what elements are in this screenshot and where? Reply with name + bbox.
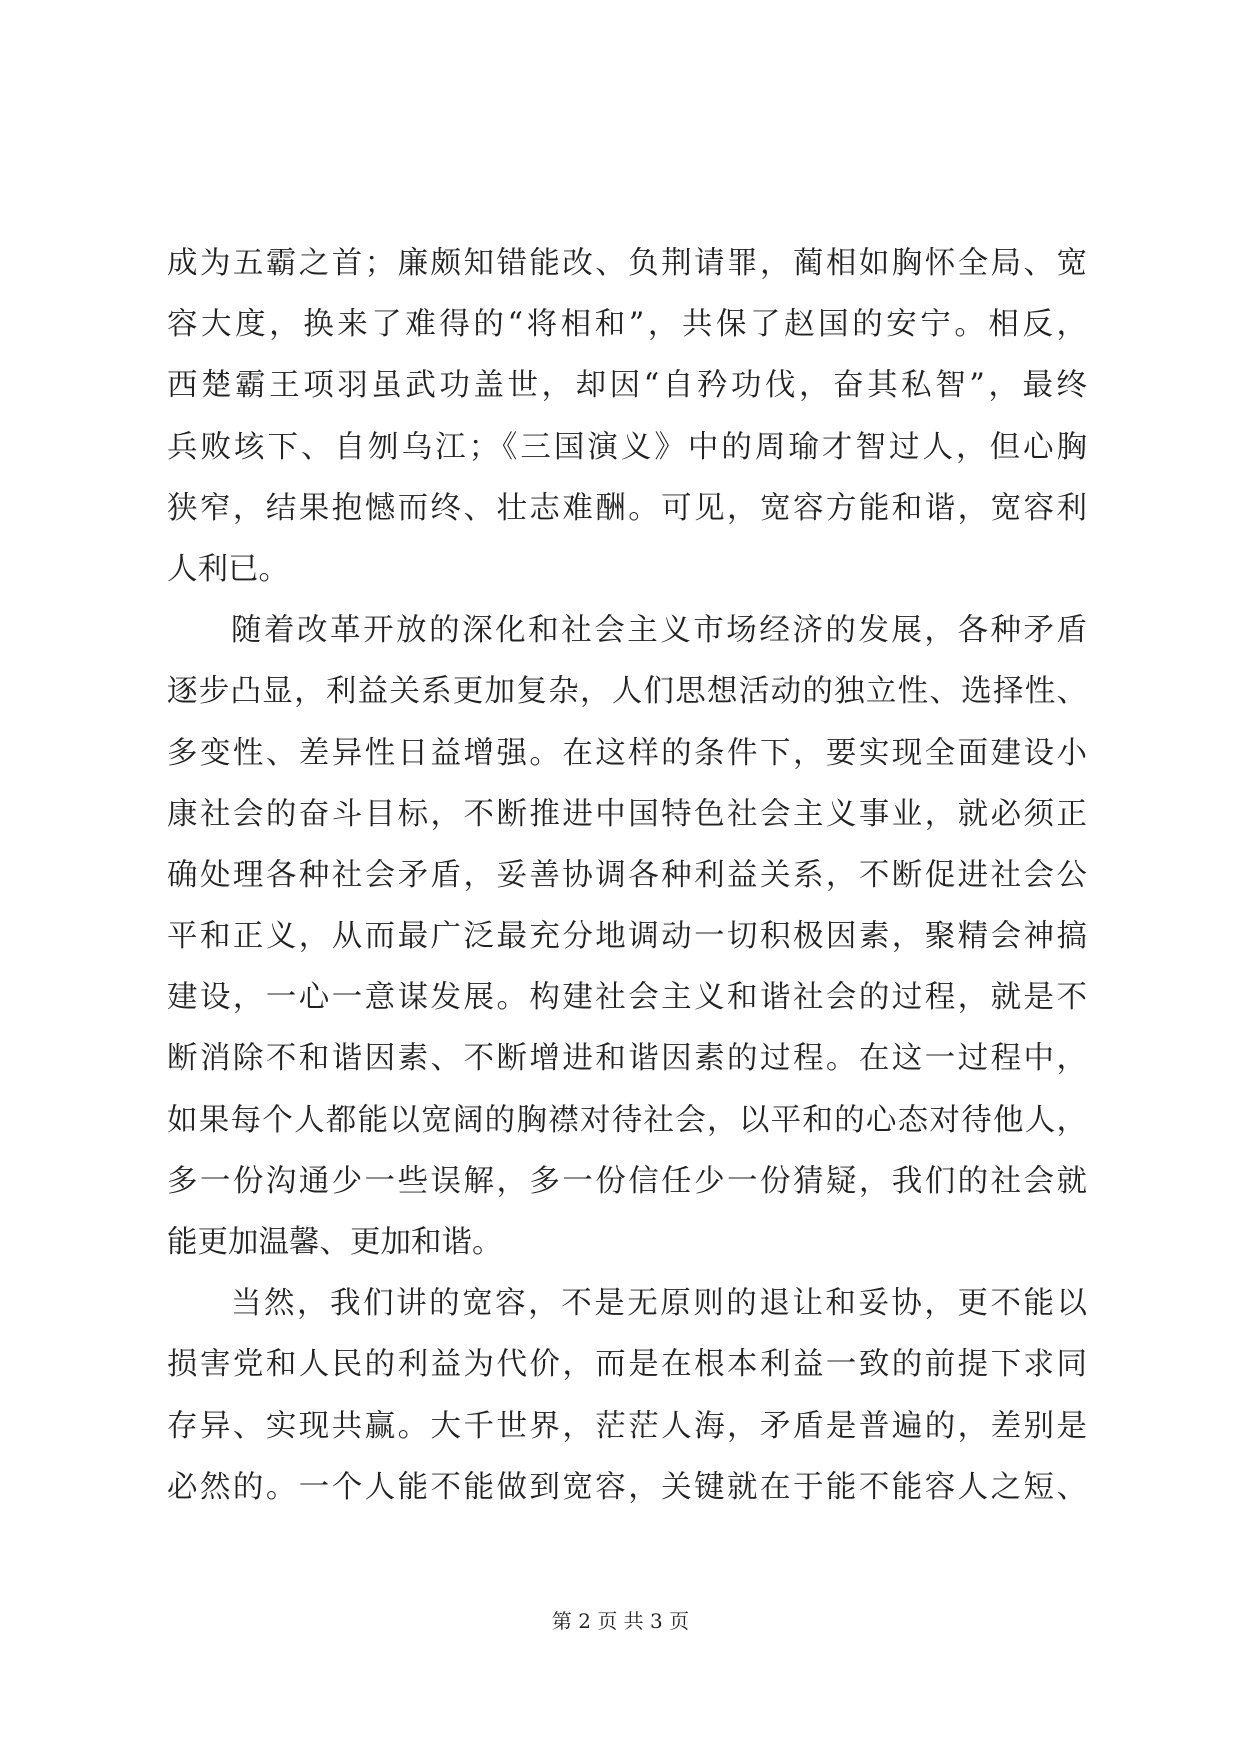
text-line: 建设，一心一意谋发展。构建社会主义和谐社会的过程，就是不	[167, 980, 1087, 1016]
text-line: 如果每个人都能以宽阔的胸襟对待社会，以平和的心态对待他人，	[167, 1102, 1087, 1138]
text-line: 多一份沟通少一些误解，多一份信任少一份猜疑，我们的社会就	[167, 1163, 1087, 1199]
text-line: 当然，我们讲的宽容，不是无原则的退让和妥协，更不能以	[231, 1286, 1087, 1322]
text-line: 多变性、差异性日益增强。在这样的条件下，要实现全面建设小	[167, 735, 1087, 771]
text-line: 容大度，换来了难得的“将相和”，共保了赵国的安宁。相反，	[167, 307, 1087, 343]
text-line: 成为五霸之首；廉颇知错能改、负荆请罪，蔺相如胸怀全局、宽	[167, 246, 1087, 281]
text-line: 断消除不和谐因素、不断增进和谐因素的过程。在这一过程中，	[167, 1041, 1087, 1077]
text-line: 西楚霸王项羽虽武功盖世，却因“自矜功伐，奋其私智”，最终	[167, 368, 1087, 404]
body-text	[167, 233, 1087, 1518]
text-line: 损害党和人民的利益为代价，而是在根本利益一致的前提下求同	[167, 1347, 1087, 1383]
text-line: 逐步凸显，利益关系更加复杂，人们思想活动的独立性、选择性、	[167, 674, 1087, 710]
text-line: 确处理各种社会矛盾，妥善协调各种利益关系，不断促进社会公	[167, 857, 1087, 893]
text-line: 存异、实现共赢。大千世界，茫茫人海，矛盾是普遍的，差别是	[167, 1408, 1087, 1444]
page-footer	[0, 1605, 1241, 1634]
text-line: 人利已。	[167, 551, 289, 587]
text-line: 康社会的奋斗目标，不断推进中国特色社会主义事业，就必须正	[167, 796, 1087, 832]
text-line: 狭窄，结果抱憾而终、壮志难酬。可见，宽容方能和谐，宽容利	[167, 490, 1087, 526]
text-line: 能更加温馨、更加和谐。	[167, 1225, 503, 1260]
text-line: 兵败垓下、自刎乌江；《三国演义》中的周瑜才智过人，但心胸	[167, 429, 1087, 465]
page-number: 第 2 页 共 3 页	[551, 1609, 690, 1633]
text-line: 必然的。一个人能不能做到宽容，关键就在于能不能容人之短、	[167, 1469, 1087, 1505]
text-line: 随着改革开放的深化和社会主义市场经济的发展，各种矛盾	[231, 613, 1087, 649]
text-line: 平和正义，从而最广泛最充分地调动一切积极因素，聚精会神搞	[167, 919, 1087, 955]
